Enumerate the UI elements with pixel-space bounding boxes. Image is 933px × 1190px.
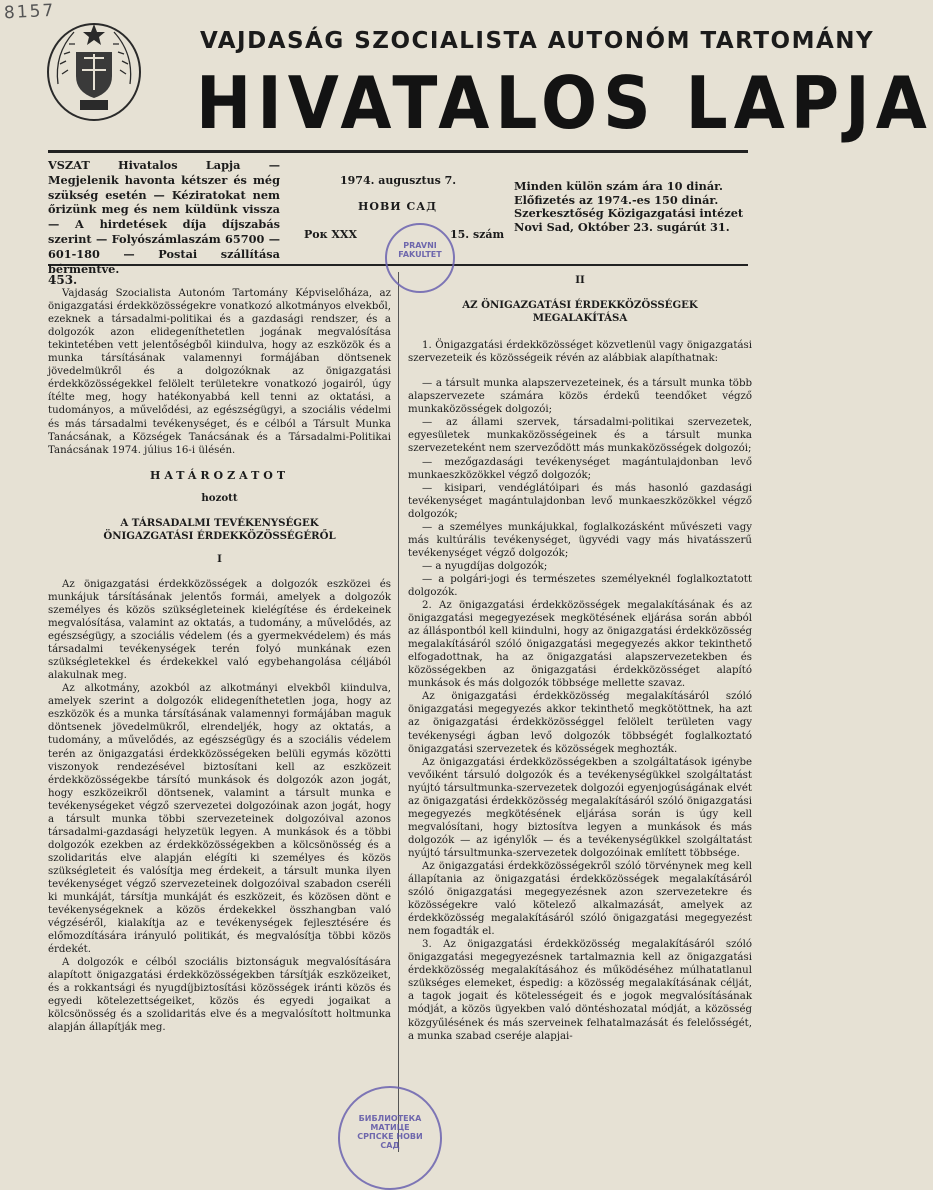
issue-date: 1974. augusztus 7. [340, 174, 457, 187]
column-divider [398, 272, 399, 1152]
handwritten-archive-number: 8157 [3, 0, 56, 24]
left-column [48, 274, 391, 1035]
paragraph: Az önigazgatási érdekközösségek a dolgozók eszközei és munkájuk társításának jelentős formái, amelyek a dolgozók személyes és közös szükségleteinek kielégítése és érdekeinek megvalósítása, valamint az oktatás, a tudomány, a művelődés, az egészségügy, a szociális védelem (és a gyermekvédelem) és más társadalmi tevékenységek terén folyó munkának ezen szükségletekkel és érdekekkel való egybehangolása céljából alakulnak meg. [48, 578, 391, 682]
coat-of-arms-emblem [44, 14, 144, 124]
paragraph: 3. Az önigazgatási érdekközösség megalakításáról szóló önigazgatási megegyezésnek tartalmaznia kell az önigazgatási érdekközösség megalakításához és működéséhez múlhatatlanul szükséges elemeket, éspedig: a közösség megalakításának célját, a tagok jogait és kötelességeit és e jogok megvalósításának módját, a közös ügyekben való döntéshozatal módját, a közösség közgyűlésének és más szerveinek felhatalmazását és felelősségét, a munka szabad cseréje alapjai- [408, 939, 752, 1042]
paragraph: 2. Az önigazgatási érdekközösségek megalakításának és az önigazgatási megegyezések megkötésének eljárása során abból az álláspontból kell kiindulni, hogy az önigazgatási érdekközösség megalakításáról szóló önigazgatási megegyezés akkor tekinthető elfogadottnak, ha az önigazgatási alapszervezetekben és közösségekben az önigazgatási érdekközösséget alapító munkások és más dolgozók többsége mellette szavaz. [408, 600, 752, 690]
issue-number: 15. szám [450, 228, 505, 241]
decision-subheading: hozott [201, 491, 238, 504]
header-rule-top [48, 150, 748, 153]
list-item: — a személyes munkájukkal, foglalkozásként művészeti vagy más kultúrális tevékenységet, ügyvédi vagy más hivatásszerű tevékenységet végző dolgozók; [408, 521, 752, 559]
price-info: Minden külön szám ára 10 dinár. Előfizetés az 1974.-es 150 dinár. Szerkesztőség Közigazgatási intézet Novi Sad, Október 23. sugárút 31. [514, 179, 744, 234]
matica-library-stamp: БИБЛИОТЕКА МАТИЦЕ СРПСКЕ НОВИ САД [338, 1086, 442, 1190]
faculty-library-stamp: PRAVNI FAKULTET [385, 223, 455, 293]
list-item: — a polgári-jogi és természetes személyeknél foglalkoztatott dolgozók. [408, 573, 752, 598]
section-number-2: II [575, 274, 585, 286]
publication-info: VSZAT Hivatalos Lapja — Megjelenik havonta kétszer és még szükség esetén — Kéziratokat nem őrizünk meg és nem küldünk vissza — A hirdetések díja díjszabás szerint — Folyószámlaszám 65700 — 601-180 — Postai szállítása bérmentve. [48, 158, 280, 276]
decision-heading: HATÁROZATOT [149, 468, 290, 482]
list-item: — mezőgazdasági tevékenységet magántulajdonban levő munkaeszközökkel végző dolgozók; [408, 456, 752, 481]
paragraph: Az önigazgatási érdekközösségekben a szolgáltatások igénybe vevőiként társuló dolgozók és a tevékenységükkel szolgáltatást nyújtó társultmunka-szervezetek dolgozói egyenjogúságának elvét az önigazgatási érdekközösség megalakításáról szóló önigazgatási megegyezés megkötésének eljárása során is úgy kell megvalósítani, hogy biztosítva legyen a munkások és más dolgozók — az igénylők — és a tevékenységükkel szolgáltatást nyújtó társultmunka-szervezetek dolgozóinak említett többsége. [408, 756, 752, 859]
paragraph: Az alkotmány, azokból az alkotmányi elvekből kiindulva, amelyek szerint a dolgozók elidegeníthetetlen joga, hogy az eszközök és a munka társításának valamennyi formájában maguk döntsenek jövedelmükről, elrendeljék, hogy az oktatás, a tudomány, a művelődés, az egészségügy és a szociális védelem terén az önigazgatási érdekközösségeken belüli egymás közötti viszonyok rendezésével biztosítani kell az eszközeit érdekközösségekbe társító munkások és dolgozók azon jogát, hogy eszközeikről döntsenek, valamint a társult munka e tevékenységeket végző szervezetei dolgozóinak azon jogát, hogy a társult munka többi szervezeteinek dolgozóival azonos társadalmi-gazdasági helyzetük legyen. A munkások és a többi dolgozók ezekben az érdekközösségekben a kölcsönösség és a szolidaritás elve alapján elégíti ki személyes és közös szükségleteit és valósítja meg érdekeit, a társult munka ilyen tevékenységet végző szervezeteinek dolgozóival szabadon cseréli ki munkáját, társítja munkáját és eszközeit, és közösen dönt e tevékenységeknek a közös érdekekkel összhangban való végzéséről, kialakítja az e tevékenységek fejlesztésére és előmozdítására irányuló politikát, és megvalósítja többi közös érdekét. [48, 683, 391, 956]
paragraph: 1. Önigazgatási érdekközösséget közvetlenül vagy önigazgatási szervezeteik és közösségeik révén az alábbiak alapíthatnak: [408, 340, 752, 365]
section-title-line2: MEGALAKÍTÁSA [532, 312, 628, 325]
section-title-line1: AZ ÖNIGAZGATÁSI ÉRDEKKÖZÖSSÉGEK [462, 299, 698, 312]
header-region-name: VAJDASÁG SZOCIALISTA AUTONÓM TARTOMÁNY [200, 28, 875, 54]
decision-number: 453. [48, 273, 78, 287]
right-column [408, 274, 752, 1043]
list-item: — az állami szervek, társadalmi-politikai szervezetek, egyesületek munkaközösségeinek és a társult munka szervezeteként nem szerveződött más munkaközösségek dolgozói; [408, 417, 752, 455]
issue-volume: Рок XXX [304, 228, 357, 241]
header-gazette-title: HIVATALOS LAPJA [196, 61, 933, 146]
issue-city: НОВИ САД [358, 200, 437, 213]
intro-paragraph: Vajdaság Szocialista Autonóm Tartomány Képviselőháza, az önigazgatási érdekközösségekre vonatkozó alkotmányos elvekből, ezeknek a társadalmi-politikai és a gazdasági rendszer, és a dolgozók azon elidegeníthetetlen jogának megvalósítása tekintetében vett jelentőségből kiindulva, hogy az eszközök és a munka társításának valamennyi formájában döntsenek jövedelmükről és a dolgozóknak az önigazgatási érdekközösségekkel felölelt területekre vonatkozó jogairól, úgy ítélte meg, hogy hatékonyabbá kell tenni az oktatási, a tudományos, a művelődési, az egészségügyi, a szociális védelmi és más társadalmi tevékenységet, és e célból a Társult Munka Tanácsának, a Községek Tanácsának és a Társadalmi-Politikai Tanácsának 1974. július 16-i ülésén. [48, 288, 391, 456]
paragraph: A dolgozók e célból szociális biztonságuk megvalósítására alapított önigazgatási érdekközösségekben társítják eszközeiket, és a rokkantsági és nyugdíjbiztosítási közösségek iránti közös és egyedi kötelezettségeiket, közös és egyedi jogaikat a kölcsönösség és a szolidaritás elve és a megvalósított holtmunka alapján állapítják meg. [48, 957, 391, 1034]
list-item: — a társult munka alapszervezeteinek, és a társult munka több alapszervezete számára közös érdekű teendőket végző munkaközösségek dolgozói; [408, 378, 752, 416]
section-number-1: I [217, 552, 222, 565]
paragraph: Az önigazgatási érdekközösség megalakításáról szóló önigazgatási megegyezés akkor tekinthető megkötöttnek, ha azt az önigazgatási érdekközösséggel felölelt területen vagy tevékenységi ágban levő dolgozók többségét foglalkoztató önigazgatási szervezetek és közösségek meghozták. [408, 691, 752, 755]
list-item: — kisipari, vendéglátóipari és más hasonló gazdasági tevékenységet magántulajdonban levő munkaeszközökkel végző dolgozók; [408, 482, 752, 520]
list-item: — a nyugdíjas dolgozók; [422, 560, 548, 572]
decision-title-line1: A TÁRSADALMI TEVÉKENYSÉGEK [120, 516, 319, 529]
paragraph: Az önigazgatási érdekközösségekről szóló törvénynek meg kell állapítania az önigazgatási érdekközösségek megalakításáról szóló önigazgatási megegyezésnek azon szervezetekre és közösségekre való kötelező alkalmazását, amelyek az érdekközösség megalakításáról szóló önigazgatási megegyezést nem fogadták el. [408, 860, 752, 938]
decision-title-line2: ÖNIGAZGATÁSI ÉRDEKKÖZÖSSÉGÉRŐL [103, 529, 336, 542]
